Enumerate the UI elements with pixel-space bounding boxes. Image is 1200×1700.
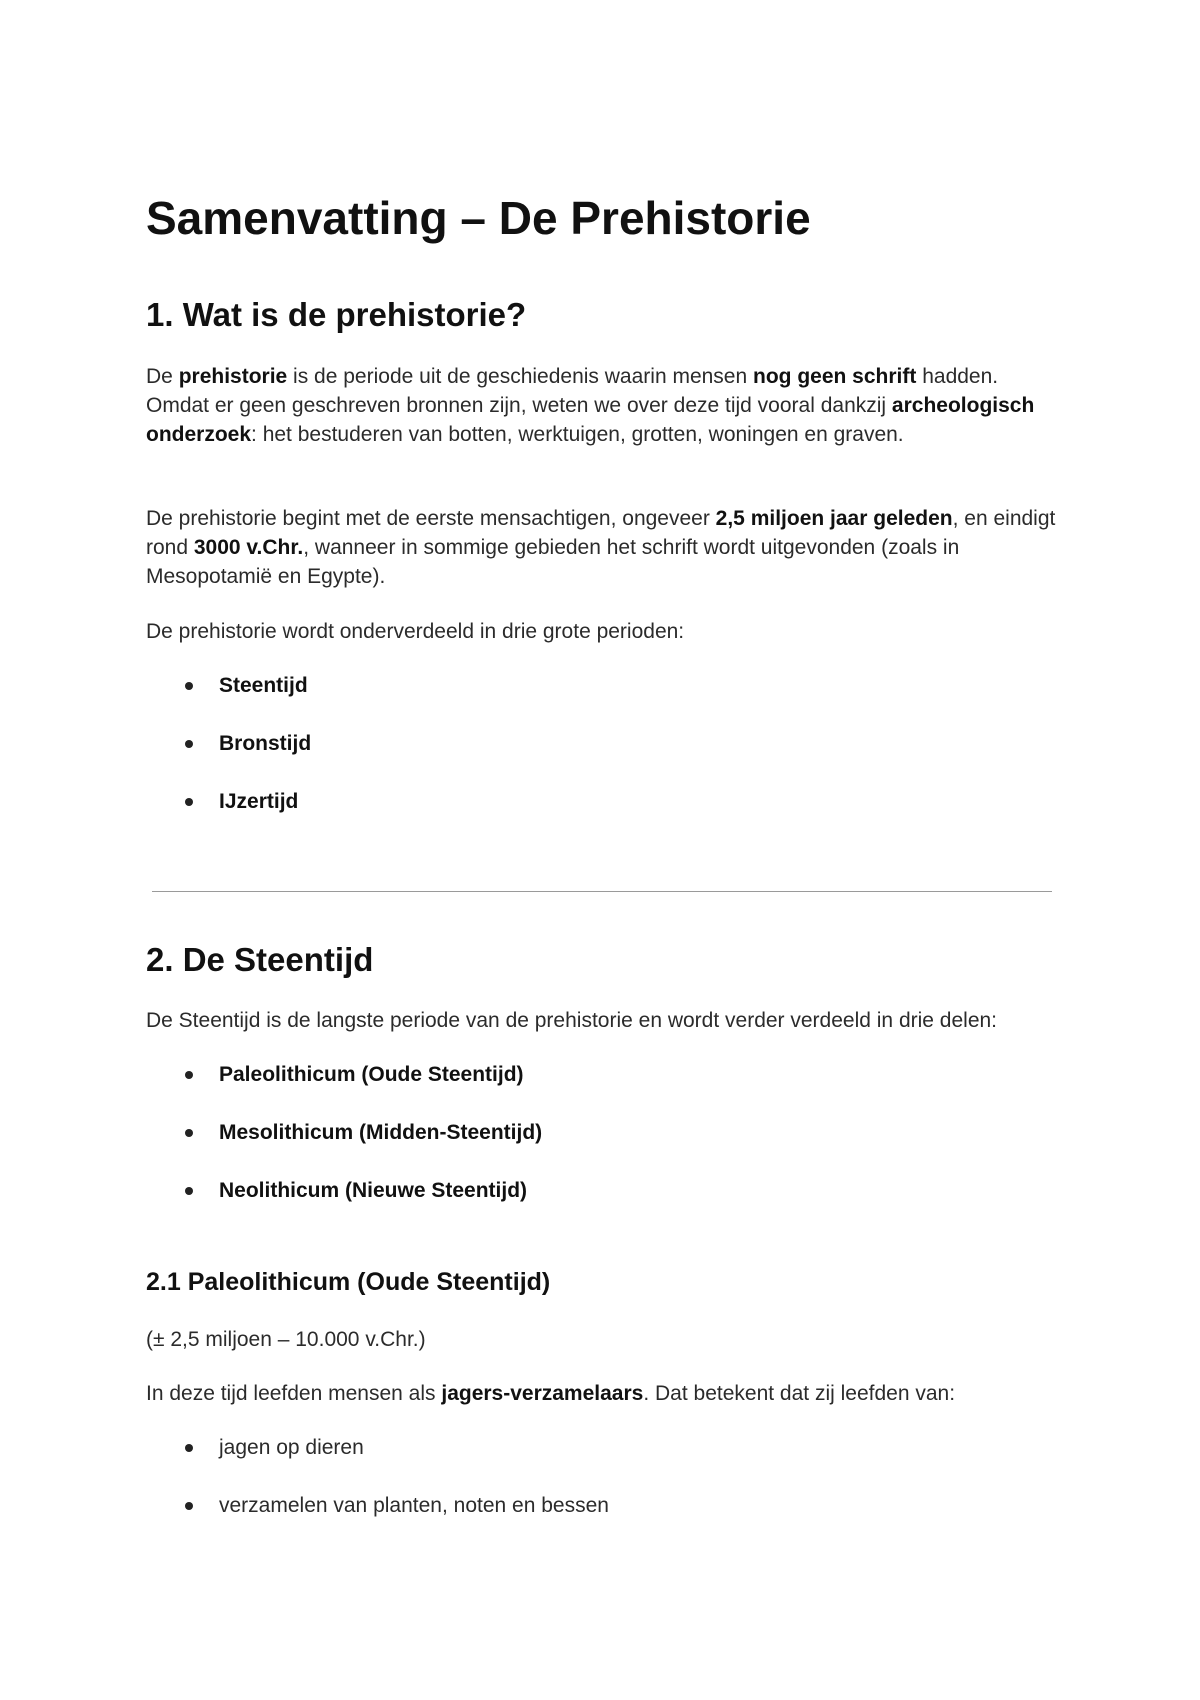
livelihood-list [146, 1433, 609, 1549]
list-item: Bronstijd [146, 729, 311, 787]
document-title: Samenvatting – De Prehistorie [146, 192, 811, 244]
list-item: Neolithicum (Nieuwe Steentijd) [146, 1176, 542, 1234]
list-item: jagen op dieren [146, 1433, 609, 1491]
list-item: Mesolithicum (Midden-Steentijd) [146, 1118, 542, 1176]
subsection-2-1-heading: 2.1 Paleolithicum (Oude Steentijd) [146, 1268, 551, 1296]
periods-list [146, 671, 311, 845]
section-1-paragraph-3: De prehistorie wordt onderverdeeld in drie grote perioden: [146, 620, 685, 643]
subsection-2-1-dates: (± 2,5 miljoen – 10.000 v.Chr.) [146, 1328, 426, 1351]
subsection-2-1-paragraph: In deze tijd leefden mensen als jagers-verzamelaars. Dat betekent dat zij leefden van: [146, 1382, 956, 1405]
list-item: IJzertijd [146, 787, 311, 845]
section-2-heading: 2. De Steentijd [146, 941, 374, 978]
list-item: Paleolithicum (Oude Steentijd) [146, 1060, 542, 1118]
section-1-paragraph-2: De prehistorie begint met de eerste mensachtigen, ongeveer 2,5 miljoen jaar geleden, en eindigt rond 3000 v.Chr., wanneer in sommige gebieden het schrift wordt uitgevonden (zoals in Mesopotamië en Egypte). [146, 507, 1056, 588]
section-1-heading: 1. Wat is de prehistorie? [146, 296, 527, 333]
section-2-intro: De Steentijd is de langste periode van de prehistorie en wordt verder verdeeld in drie delen: [146, 1009, 998, 1032]
section-1-paragraph-1: De prehistorie is de periode uit de geschiedenis waarin mensen nog geen schrift hadden. Omdat er geen geschreven bronnen zijn, weten we over deze tijd vooral dankzij archeologisch onderzoek: het bestuderen van botten, werktuigen, grotten, woningen en graven. [146, 365, 1035, 446]
list-item: Steentijd [146, 671, 311, 729]
horizontal-divider [152, 891, 1052, 892]
list-item: verzamelen van planten, noten en bessen [146, 1491, 609, 1549]
subperiods-list [146, 1060, 542, 1234]
